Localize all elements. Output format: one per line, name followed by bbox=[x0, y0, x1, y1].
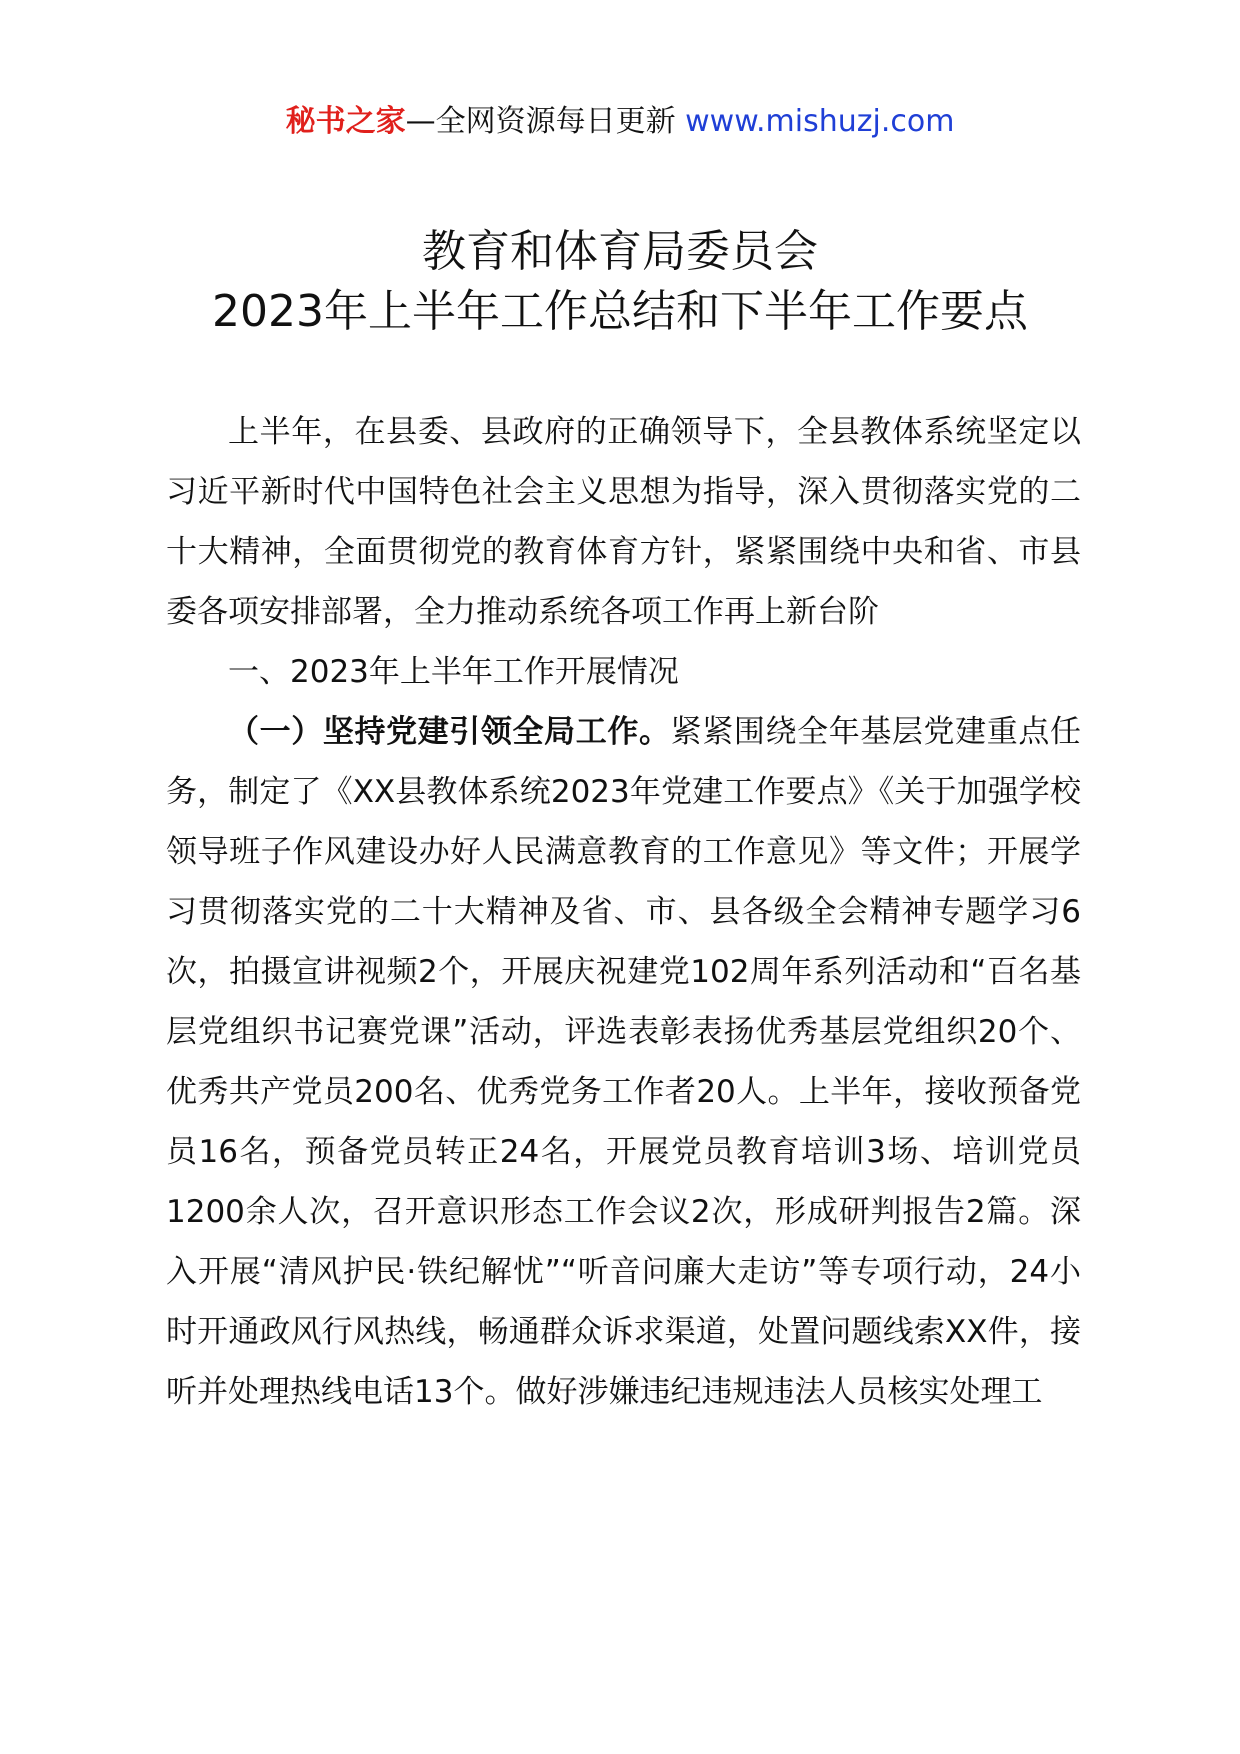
subsection-text: 紧紧围绕全年基层党建重点任务，制定了《XX县教体系统2023年党建工作要点》《关于加强学校领导班子作风建设办好人民满意教育的工作意见》等文件；开展学习贯彻落实党的二十大精神及省、市、县各级全会精神专题学习6次，拍摄宣讲视频2个，开展庆祝建党102周年系列活动和“百名基层党组织书记赛党课”活动，评选表彰表扬优秀基层党组织20个、优秀共产党员200名、优秀党务工作者20人。上半年，接收预备党员16名，预备党员转正24名，开展党员教育培训3场、培训党员1200余人次，召开意识形态工作会议2次，形成研判报告2篇。深入开展“清风护民·铁纪解忧”“听音问廉大走访”等专项行动，24小时开通政风行风热线，畅通群众诉求渠道，处置问题线索XX件，接听并处理热线电话13个。做好涉嫌违纪违规违法人员核实处理工 bbox=[166, 714, 1082, 1410]
banner-brand: 秘书之家 bbox=[285, 104, 406, 139]
banner-url-link[interactable]: www.mishuzj.com bbox=[685, 104, 955, 139]
subsection-paragraph bbox=[166, 702, 1081, 1422]
site-banner bbox=[0, 100, 1240, 144]
document-body bbox=[166, 402, 1081, 1422]
banner-tagline: —全网资源每日更新 bbox=[405, 104, 686, 139]
document-title-line-2: 2023年上半年工作总结和下半年工作要点 bbox=[212, 286, 1028, 337]
intro-paragraph: 上半年，在县委、县政府的正确领导下，全县教体系统坚定以习近平新时代中国特色社会主义思想为指导，深入贯彻落实党的二十大精神，全面贯彻党的教育体育方针，紧紧围绕中央和省、市县委各项安排部署，全力推动系统各项工作再上新台阶 bbox=[166, 414, 1081, 630]
section-heading: 一、2023年上半年工作开展情况 bbox=[228, 654, 679, 690]
subsection-lead: （一）坚持党建引领全局工作。 bbox=[228, 714, 671, 750]
document-title-line-1: 教育和体育局委员会 bbox=[422, 226, 818, 277]
